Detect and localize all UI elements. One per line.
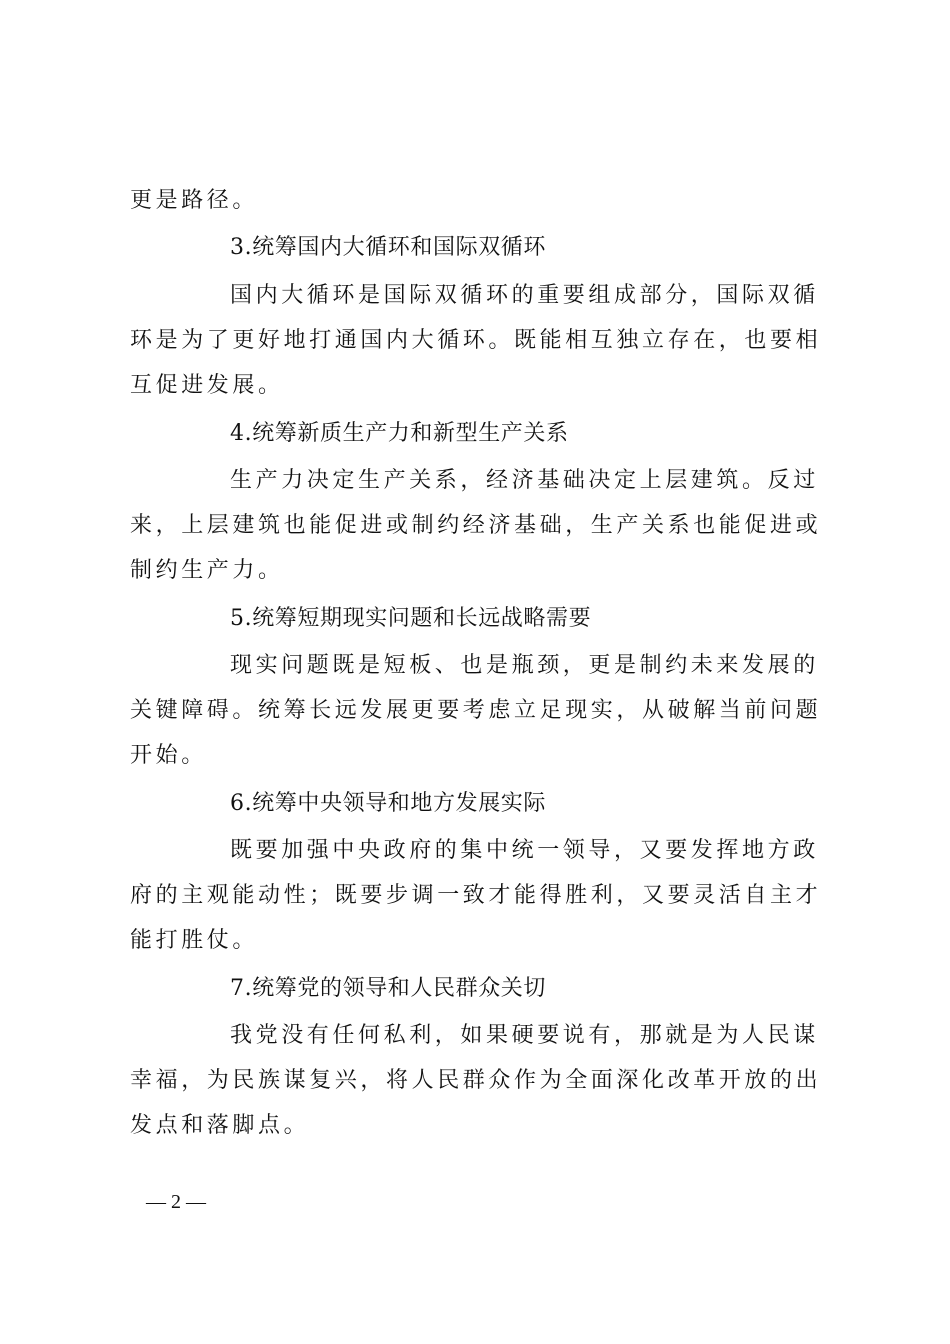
paragraph-line: 既要加强中央政府的集中统一领导，又要发挥地方政 [230, 838, 819, 863]
paragraph-line: 开始。 [130, 743, 207, 768]
section-heading-4: 4.统筹新质生产力和新型生产关系 [230, 421, 569, 446]
section-heading-5: 5.统筹短期现实问题和长远战略需要 [230, 606, 592, 631]
paragraph-line: 能打胜仗。 [130, 928, 259, 953]
paragraph-line: 生产力决定生产关系，经济基础决定上层建筑。反过 [230, 468, 819, 493]
page-number: — 2 — [146, 1191, 206, 1213]
paragraph-line: 制约生产力。 [130, 558, 284, 583]
paragraph-line: 来，上层建筑也能促进或制约经济基础，生产关系也能促进或 [130, 513, 822, 538]
paragraph-line: 环是为了更好地打通国内大循环。既能相互独立存在，也要相 [130, 328, 822, 353]
paragraph-line: 现实问题既是短板、也是瓶颈，更是制约未来发展的 [230, 653, 819, 678]
section-heading-6: 6.统筹中央领导和地方发展实际 [230, 791, 546, 816]
paragraph-line: 更是路径。 [130, 188, 259, 213]
paragraph-line: 府的主观能动性；既要步调一致才能得胜利，又要灵活自主才 [130, 883, 822, 908]
section-heading-7: 7.统筹党的领导和人民群众关切 [230, 976, 546, 1001]
paragraph-line: 我党没有任何私利，如果硬要说有，那就是为人民谋 [230, 1023, 819, 1048]
section-heading-3: 3.统筹国内大循环和国际双循环 [230, 235, 546, 260]
paragraph-line: 关键障碍。统筹长远发展更要考虑立足现实，从破解当前问题 [130, 698, 822, 723]
paragraph-line: 发点和落脚点。 [130, 1113, 310, 1138]
paragraph-line: 幸福，为民族谋复兴，将人民群众作为全面深化改革开放的出 [130, 1068, 822, 1093]
paragraph-line: 国内大循环是国际双循环的重要组成部分，国际双循 [230, 283, 819, 308]
paragraph-line: 互促进发展。 [130, 373, 284, 398]
